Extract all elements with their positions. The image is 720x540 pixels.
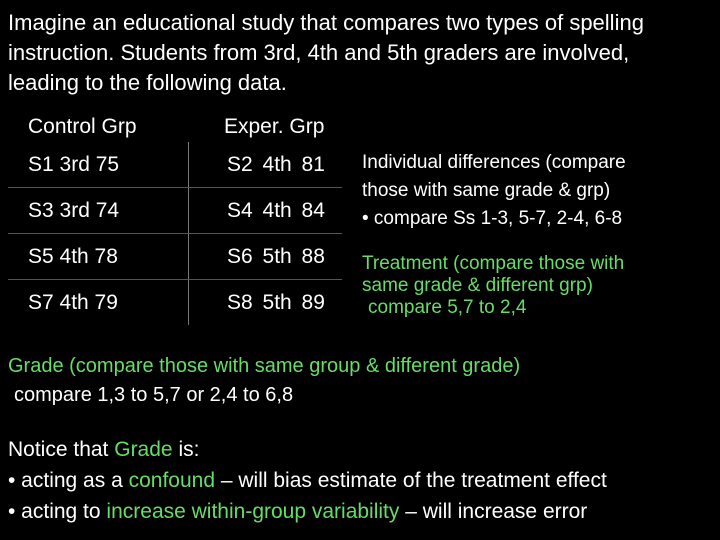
treatment-note <box>362 253 624 319</box>
table-cell: S1 3rd 75 <box>8 142 189 188</box>
table-row <box>8 188 342 234</box>
table-cell: S7 4th 79 <box>8 280 189 326</box>
confound-term: confound <box>128 469 216 492</box>
notice-line-2 <box>8 465 607 496</box>
grade-note-line-1: Grade (compare those with same group & different grade) <box>8 355 521 377</box>
notice-line-3 <box>8 496 607 527</box>
table-row <box>8 280 342 326</box>
table-cell: S4 4th 84 <box>189 188 343 234</box>
individual-note-line-2: those with same grade & grp) <box>362 180 611 201</box>
treatment-note-line-3: compare 5,7 to 2,4 <box>368 297 527 318</box>
table-row <box>8 142 342 188</box>
control-group-header: Control Grp <box>28 115 137 138</box>
notice-text: – will increase error <box>399 500 588 523</box>
experimental-group-header: Exper. Grp <box>224 115 325 138</box>
data-table <box>8 142 342 325</box>
grade-note-line-2: compare 1,3 to 5,7 or 2,4 to 6,8 <box>14 384 294 406</box>
individual-differences-note <box>362 149 626 233</box>
notice-paragraph <box>8 434 607 527</box>
intro-line-2: instruction. Students from 3rd, 4th and 5th graders are involved, <box>8 40 630 65</box>
treatment-note-line-2: same grade & different grp) <box>362 275 593 296</box>
notice-line-1 <box>8 434 607 465</box>
grade-note <box>8 352 520 410</box>
table-cell: S5 4th 78 <box>8 234 189 280</box>
table-cell: S6 5th 88 <box>189 234 343 280</box>
table-row <box>8 234 342 280</box>
table-cell: S3 3rd 74 <box>8 188 189 234</box>
intro-paragraph <box>8 8 712 98</box>
notice-text: Notice that <box>8 438 115 461</box>
intro-line-3: leading to the following data. <box>8 70 287 95</box>
notice-text: • acting as a <box>8 469 129 492</box>
notice-text: – will bias estimate of the treatment effect <box>215 469 607 492</box>
intro-line-1: Imagine an educational study that compares two types of spelling <box>8 10 644 35</box>
individual-note-line-3: • compare Ss 1-3, 5-7, 2-4, 6-8 <box>362 208 623 229</box>
grade-term: Grade <box>114 438 173 461</box>
variability-term: increase within-group variability <box>106 500 400 523</box>
treatment-note-line-1: Treatment (compare those with <box>362 253 625 274</box>
notice-text: • acting to <box>8 500 107 523</box>
individual-note-line-1: Individual differences (compare <box>362 152 626 173</box>
table-cell: S2 4th 81 <box>189 142 343 188</box>
notice-text: is: <box>172 438 200 461</box>
table-cell: S8 5th 89 <box>227 290 325 314</box>
